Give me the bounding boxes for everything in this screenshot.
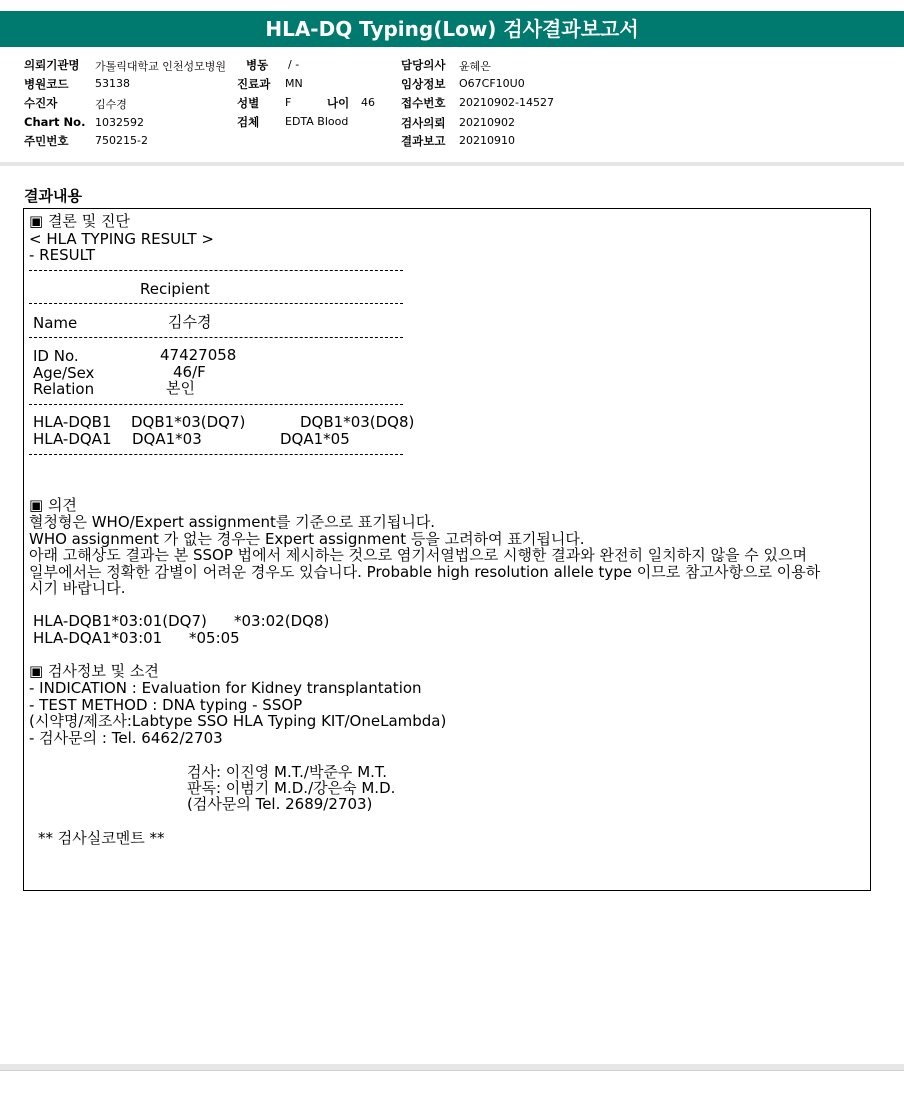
divider-line — [29, 270, 403, 271]
age-label: 나이 — [327, 96, 350, 110]
relation-value: 본인 — [166, 379, 195, 397]
method-line: - TEST METHOD : DNA typing - SSOP — [29, 696, 303, 714]
clinical-info-label: 임상정보 — [401, 77, 446, 91]
recipient-value: 김수경 — [95, 98, 127, 111]
sex-value: F — [285, 96, 292, 109]
lab-comment-heading: ** 검사실코멘트 ** — [38, 829, 165, 847]
institution-value: 가톨릭대학교 인천성모병원 — [95, 60, 227, 73]
divider-line — [29, 454, 403, 455]
opinion-line-4: 일부에서는 정확한 감별이 어려운 경우도 있습니다. Probable high resolution allele type 이므로 참고사항으로 이용하 — [29, 563, 821, 581]
patient-info-panel — [0, 55, 904, 155]
tester-line: 검사: 이진영 M.T./박준우 M.T. — [187, 763, 388, 781]
department-value: MN — [285, 77, 303, 90]
sex-label: 성별 — [237, 96, 260, 110]
contact-line: (검사문의 Tel. 2689/2703) — [187, 795, 373, 813]
dqa1-label: HLA-DQA1 — [33, 430, 112, 448]
indication-line: - INDICATION : Evaluation for Kidney transplantation — [29, 679, 422, 697]
inquiry-line: - 검사문의 : Tel. 6462/2703 — [29, 729, 223, 747]
result-box — [23, 208, 871, 891]
agesex-value: 46/F — [173, 363, 206, 381]
doctor-value: 윤혜은 — [459, 60, 491, 73]
opinion-line-1: 혈청형은 WHO/Expert assignment를 기준으로 표기됩니다. — [29, 513, 436, 531]
request-value: 20210902 — [459, 116, 515, 129]
specimen-label: 검체 — [237, 115, 260, 129]
id-label: ID No. — [33, 347, 79, 365]
opinion-line-2: WHO assignment 가 없는 경우는 Expert assignment 등을 고려하여 표기됩니다. — [29, 530, 585, 548]
dqb1-label: HLA-DQB1 — [33, 413, 112, 431]
dqa1-allele-2: DQA1*05 — [280, 430, 350, 448]
ward-label: 병동 — [246, 58, 269, 72]
receipt-no-label: 접수번호 — [401, 96, 446, 110]
dqa1-allele-1: DQA1*03 — [132, 430, 202, 448]
ward-value: / - — [288, 58, 300, 71]
agesex-label: Age/Sex — [33, 364, 95, 382]
clinical-info-value: O67CF10U0 — [459, 77, 525, 90]
divider-line — [29, 303, 403, 304]
dqb1-allele-1: DQB1*03(DQ7) — [131, 413, 246, 431]
opinion-heading: ▣ 의견 — [29, 496, 77, 514]
result-subheading: - RESULT — [29, 246, 96, 264]
receipt-no-value: 20210902-14527 — [459, 96, 554, 109]
hospital-code-value: 53138 — [95, 77, 130, 90]
relation-label: Relation — [33, 380, 95, 398]
dqb1-allele-2: DQB1*03(DQ8) — [300, 413, 415, 431]
request-label: 검사의뢰 — [401, 116, 446, 130]
footer-divider — [0, 1064, 904, 1071]
header-divider — [0, 162, 904, 166]
high-res-dqa1: HLA-DQA1*03:01 — [33, 629, 163, 647]
reagent-line: (시약명/제조사:Labtype SSO HLA Typing KIT/OneLambda) — [29, 712, 447, 730]
divider-line — [29, 404, 403, 405]
divider-line — [29, 337, 403, 338]
reader-line: 판독: 이범기 M.D./강은숙 M.D. — [187, 779, 396, 797]
recipient-label: 수진자 — [24, 96, 58, 110]
opinion-line-5: 시기 바랍니다. — [29, 579, 126, 597]
high-res-dqb1-allele-2: *03:02(DQ8) — [234, 612, 330, 630]
report-date-value: 20210910 — [459, 134, 515, 147]
high-res-dqa1-allele-2: *05:05 — [189, 629, 240, 647]
recipient-header: Recipient — [140, 280, 210, 298]
high-res-dqb1: HLA-DQB1*03:01(DQ7) — [33, 612, 207, 630]
hla-result-heading: < HLA TYPING RESULT > — [29, 230, 214, 248]
report-title: HLA-DQ Typing(Low) 검사결과보고서 — [0, 11, 904, 47]
department-label: 진료과 — [237, 77, 271, 91]
opinion-line-3: 아래 고해상도 결과는 본 SSOP 법에서 제시하는 것으로 염기서열법으로 시행한 결과와 완전히 일치하지 않을 수 있으며 — [29, 546, 807, 564]
name-label: Name — [33, 314, 78, 332]
chart-no-value: 1032592 — [95, 116, 144, 129]
resident-no-label: 주민번호 — [24, 134, 69, 148]
age-value: 46 — [361, 96, 375, 109]
report-date-label: 결과보고 — [401, 134, 446, 148]
resident-no-value: 750215-2 — [95, 134, 148, 147]
institution-label: 의뢰기관명 — [24, 58, 80, 72]
name-value: 김수경 — [168, 313, 212, 331]
test-info-heading: ▣ 검사정보 및 소견 — [29, 662, 159, 680]
conclusion-heading: ▣ 결론 및 진단 — [29, 212, 130, 230]
hospital-code-label: 병원코드 — [24, 77, 69, 91]
specimen-value: EDTA Blood — [285, 115, 349, 128]
id-value: 47427058 — [160, 346, 237, 364]
chart-no-label: Chart No. — [24, 115, 86, 129]
doctor-label: 담당의사 — [401, 58, 446, 72]
section-title: 결과내용 — [24, 187, 82, 205]
